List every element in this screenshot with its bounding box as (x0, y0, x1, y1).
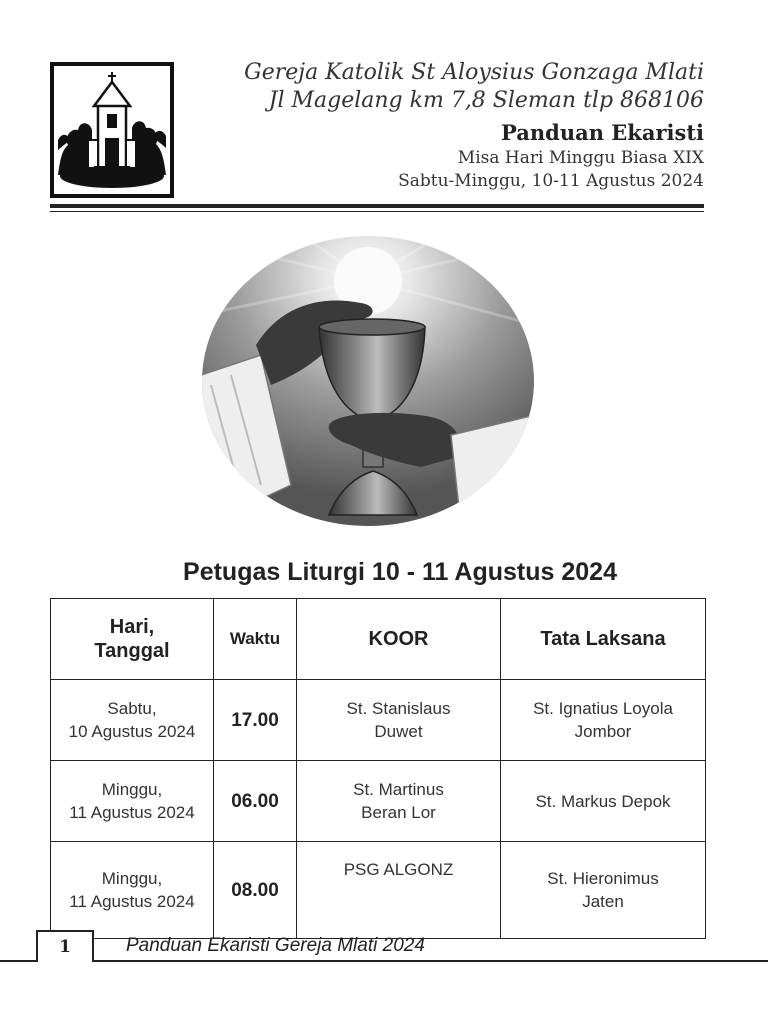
column-header-time: Waktu (214, 599, 297, 680)
page-number: 1 (36, 930, 94, 962)
footer-divider (0, 960, 768, 962)
koor-line: St. Martinus (353, 780, 444, 799)
time-cell: 06.00 (214, 761, 297, 842)
table-row (51, 761, 706, 842)
koor-line: St. Stanislaus (346, 699, 451, 718)
church-address: Jl Magelang km 7,8 Sleman tlp 868106 (268, 88, 704, 113)
page-title: Panduan Ekaristi (501, 120, 704, 145)
date-label: 11 Agustus 2024 (69, 892, 195, 911)
koor-cell (297, 761, 501, 842)
footer-text: Panduan Ekaristi Gereja Mlati 2024 (126, 935, 425, 956)
tata-laksana-cell (501, 680, 706, 761)
time-cell: 17.00 (214, 680, 297, 761)
schedule-title: Petugas Liturgi 10 - 11 Agustus 2024 (183, 558, 617, 586)
tata-line: St. Markus Depok (535, 791, 671, 811)
time-cell: 08.00 (214, 842, 297, 939)
table-row (51, 842, 706, 939)
koor-line: PSG ALGONZ (343, 860, 454, 879)
day-label: Minggu, (101, 869, 163, 888)
column-header-koor: KOOR (297, 599, 501, 680)
church-logo (50, 62, 174, 198)
table-header-row (51, 599, 706, 680)
tata-line: Jombor (574, 722, 632, 741)
day-date-cell (51, 842, 214, 939)
header-divider-thick (50, 204, 704, 208)
day-label: Minggu, (101, 780, 163, 799)
tata-line: St. Ignatius Loyola (533, 699, 673, 718)
eucharist-illustration (201, 235, 535, 532)
liturgy-schedule-table (50, 598, 706, 939)
tata-laksana-cell (501, 842, 706, 939)
koor-line: Duwet (374, 722, 423, 741)
day-date-cell (51, 680, 214, 761)
table-row (51, 680, 706, 761)
date-label: 11 Agustus 2024 (69, 803, 195, 822)
tata-line: St. Hieronimus (547, 869, 659, 888)
koor-cell (297, 842, 501, 939)
church-logo-icon (58, 70, 166, 190)
date-range: Sabtu-Minggu, 10-11 Agustus 2024 (398, 171, 704, 191)
column-header-tata-laksana: Tata Laksana (501, 599, 706, 680)
day-date-cell (51, 761, 214, 842)
koor-line: Beran Lor (361, 803, 436, 822)
column-header-day-date-label: Hari, Tanggal (94, 616, 170, 662)
date-label: 10 Agustus 2024 (68, 722, 196, 741)
column-header-day-date (51, 599, 214, 680)
tata-laksana-cell (501, 761, 706, 842)
mass-subtitle: Misa Hari Minggu Biasa XIX (457, 148, 704, 168)
header-divider-thin (50, 211, 704, 212)
tata-line: Jaten (582, 892, 624, 911)
eucharist-chalice-illustration (201, 235, 535, 527)
koor-cell (297, 680, 501, 761)
church-name: Gereja Katolik St Aloysius Gonzaga Mlati (244, 60, 704, 85)
day-label: Sabtu, (107, 699, 157, 718)
